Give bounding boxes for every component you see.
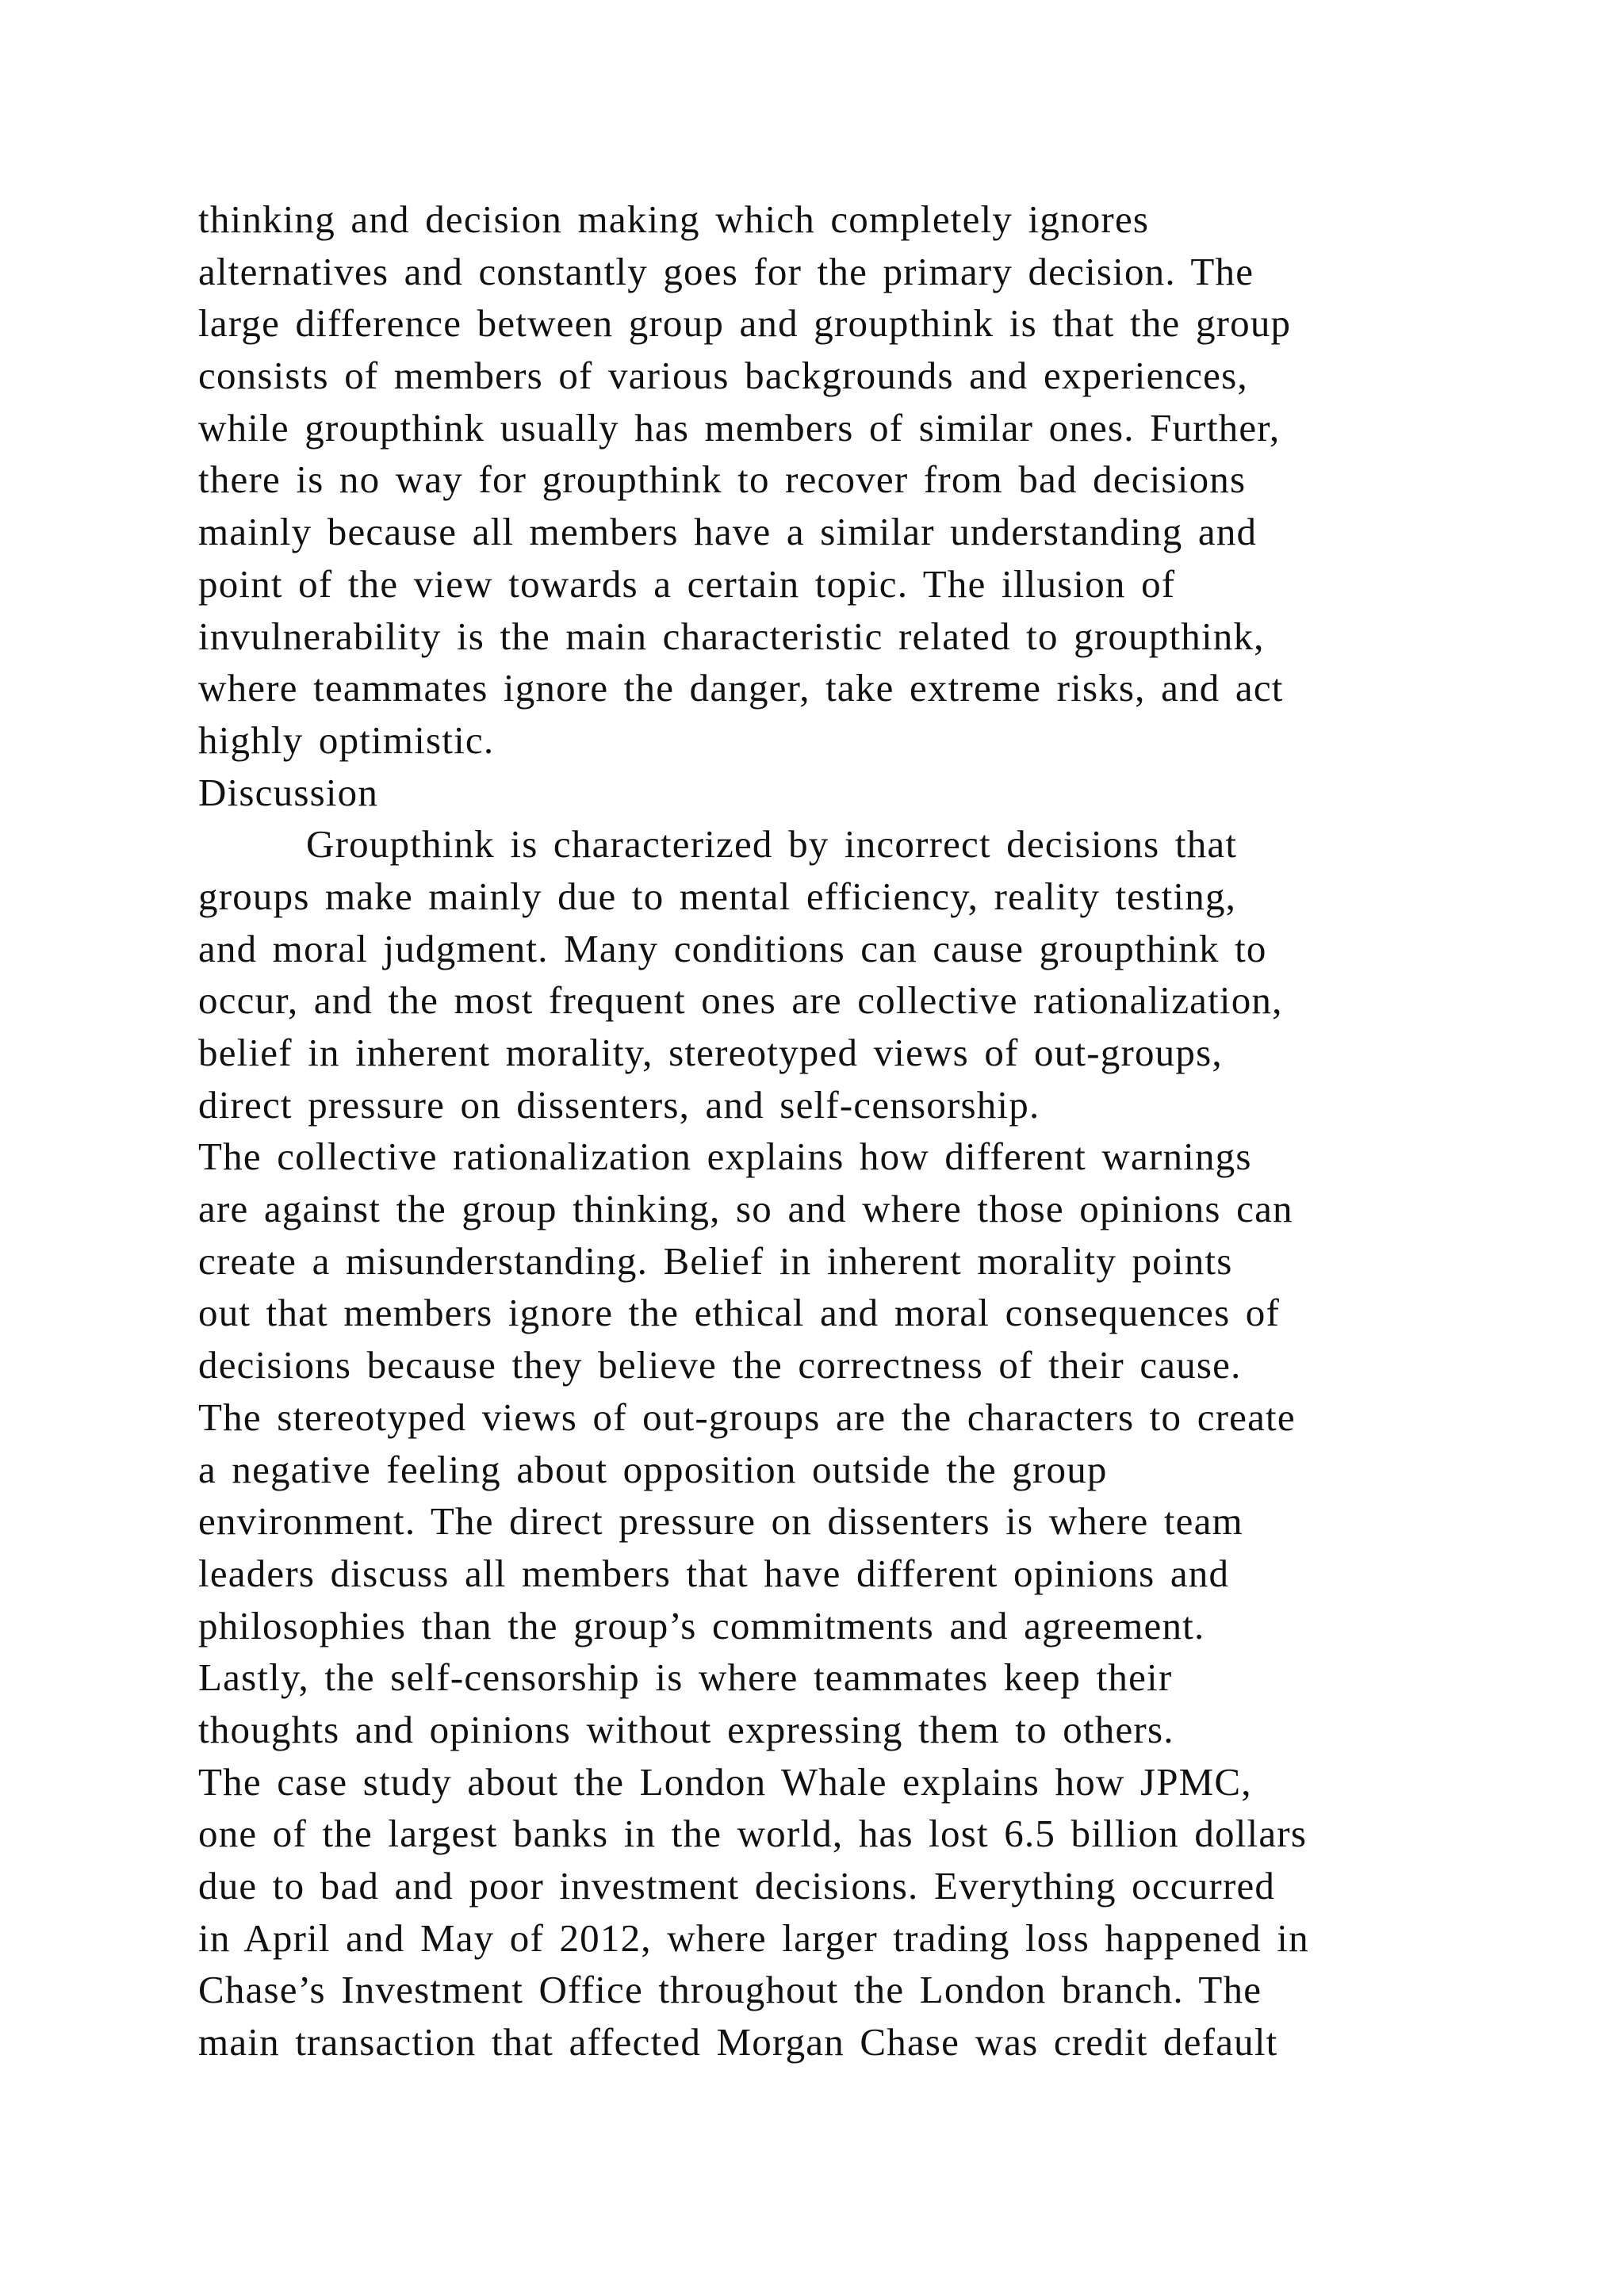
text-line: invulnerability is the main characteristic related to groupthink, [198, 614, 1265, 658]
text-line: highly optimistic. [198, 718, 495, 762]
text-line: philosophies than the group’s commitments and agreement. [198, 1603, 1205, 1647]
text-line: create a misunderstanding. Belief in inherent morality points [198, 1238, 1233, 1283]
body-text [198, 193, 1499, 2068]
text-line: Groupthink is characterized by incorrect decisions that [306, 822, 1238, 867]
text-line: point of the view towards a certain topic. The illusion of [198, 561, 1176, 606]
text-line: environment. The direct pressure on dissenters is where team [198, 1499, 1243, 1544]
text-line: and moral judgment. Many conditions can cause groupthink to [198, 926, 1267, 970]
text-line: a negative feeling about opposition outside the group [198, 1447, 1108, 1491]
text-line: The stereotyped views of out-groups are the characters to create [198, 1395, 1296, 1439]
text-line: Lastly, the self-censorship is where teammates keep their [198, 1655, 1173, 1700]
text-line: leaders discuss all members that have different opinions and [198, 1551, 1230, 1595]
text-line: due to bad and poor investment decisions. Everything occurred [198, 1864, 1276, 1908]
text-line: The case study about the London Whale explains how JPMC, [198, 1759, 1252, 1804]
text-line: occur, and the most frequent ones are collective rationalization, [198, 978, 1283, 1023]
text-line: The collective rationalization explains how different warnings [198, 1135, 1252, 1179]
text-line: thinking and decision making which completely ignores [198, 197, 1150, 241]
text-line: large difference between group and groupthink is that the group [198, 301, 1292, 346]
text-line: where teammates ignore the danger, take extreme risks, and act [198, 666, 1284, 710]
text-line: one of the largest banks in the world, has lost 6.5 billion dollars [198, 1812, 1308, 1856]
text-line: while groupthink usually has members of similar ones. Further, [198, 405, 1281, 450]
text-line: mainly because all members have a similar understanding and [198, 510, 1258, 554]
text-line: there is no way for groupthink to recover from bad decisions [198, 457, 1247, 502]
text-line: consists of members of various backgrounds and experiences, [198, 354, 1248, 398]
text-line: groups make mainly due to mental efficiency, reality testing, [198, 874, 1237, 918]
text-line: belief in inherent morality, stereotyped views of out-groups, [198, 1031, 1223, 1074]
text-line: thoughts and opinions without expressing them to others. [198, 1707, 1174, 1751]
text-line: out that members ignore the ethical and moral consequences of [198, 1291, 1281, 1335]
text-line: in April and May of 2012, where larger trading loss happened in [198, 1915, 1309, 1960]
text-line: decisions because they believe the correctness of their cause. [198, 1343, 1242, 1387]
text-line: main transaction that affected Morgan Chase was credit default [198, 2020, 1278, 2064]
text-line: direct pressure on dissenters, and self-censorship. [198, 1082, 1040, 1127]
text-line: Chase’s Investment Office throughout the London branch. The [198, 1968, 1262, 2012]
text-line: alternatives and constantly goes for the primary decision. The [198, 249, 1254, 293]
text-line: are against the group thinking, so and where those opinions can [198, 1187, 1293, 1231]
section-heading: Discussion [198, 770, 379, 814]
